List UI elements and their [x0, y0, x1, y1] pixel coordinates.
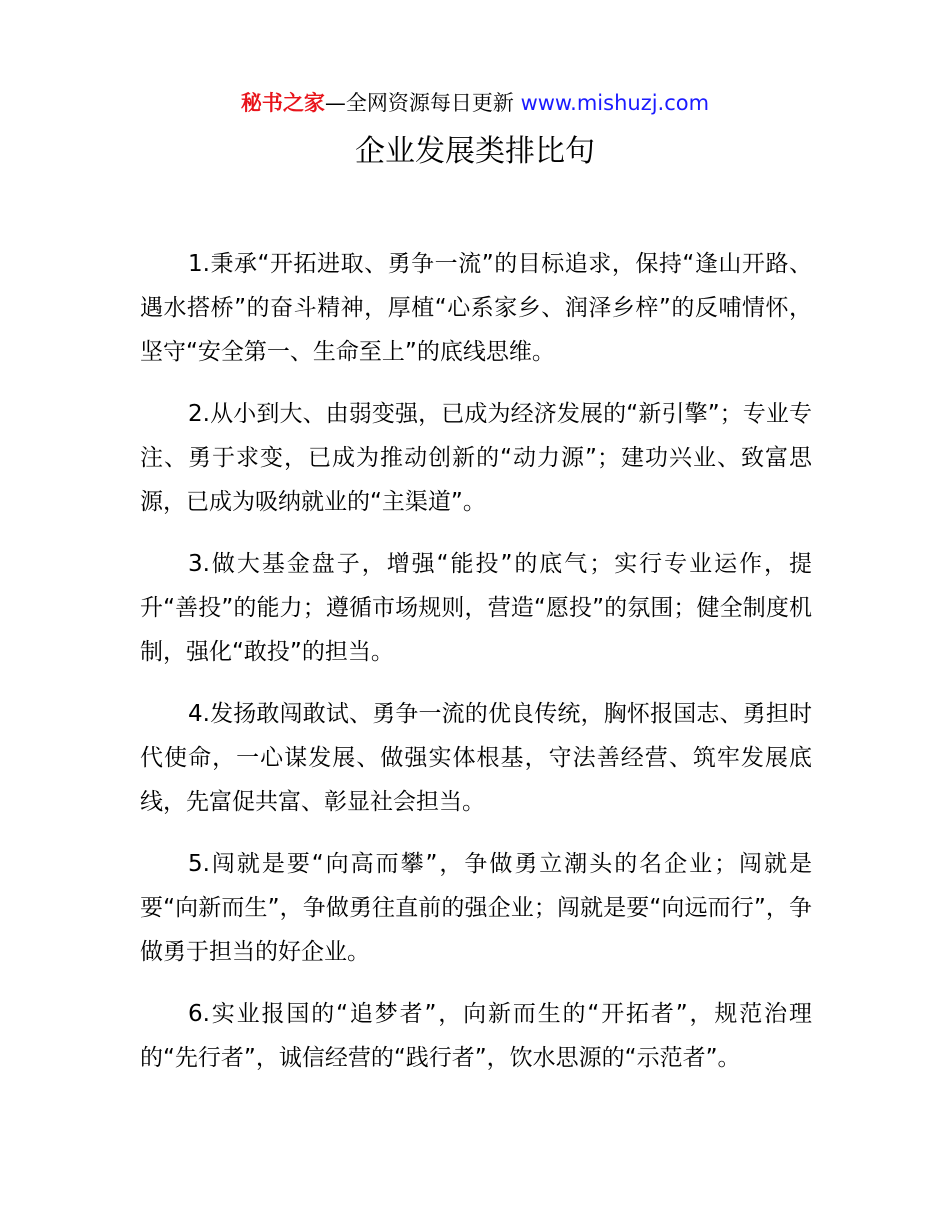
- document-title: 企业发展类排比句: [355, 134, 595, 169]
- header-tagline: —全网资源每日更新: [324, 91, 514, 115]
- paragraph-3: 3.做大基金盘子，增强“能投”的底气；实行专业运作，提升“善投”的能力；遵循市场规则，营造“愿投”的氛围；健全制度机制，强化“敢投”的担当。: [140, 551, 812, 665]
- site-header: [0, 88, 950, 118]
- brand-name: 秘书之家: [240, 91, 325, 115]
- paragraph-6: 6.实业报国的“追梦者”，向新而生的“开拓者”，规范治理的“先行者”，诚信经营的“践行者”，饮水思源的“示范者”。: [140, 1001, 812, 1071]
- document-body: [140, 242, 812, 1098]
- paragraph-1: 1.秉承“开拓进取、勇争一流”的目标追求，保持“逢山开路、遇水搭桥”的奋斗精神，厚植“心系家乡、润泽乡梓”的反哺情怀，坚守“安全第一、生命至上”的底线思维。: [140, 251, 812, 365]
- paragraph-4: 4.发扬敢闯敢试、勇争一流的优良传统，胸怀报国志、勇担时代使命，一心谋发展、做强实体根基，守法善经营、筑牢发展底线，先富促共富、彰显社会担当。: [140, 701, 812, 815]
- paragraph-5: 5.闯就是要“向高而攀”，争做勇立潮头的名企业；闯就是要“向新而生”，争做勇往直前的强企业；闯就是要“向远而行”，争做勇于担当的好企业。: [140, 851, 812, 965]
- site-url-link[interactable]: www.mishuzj.com: [520, 91, 710, 115]
- paragraph-2: 2.从小到大、由弱变强，已成为经济发展的“新引擎”；专业专注、勇于求变，已成为推动创新的“动力源”；建功兴业、致富思源，已成为吸纳就业的“主渠道”。: [140, 401, 812, 515]
